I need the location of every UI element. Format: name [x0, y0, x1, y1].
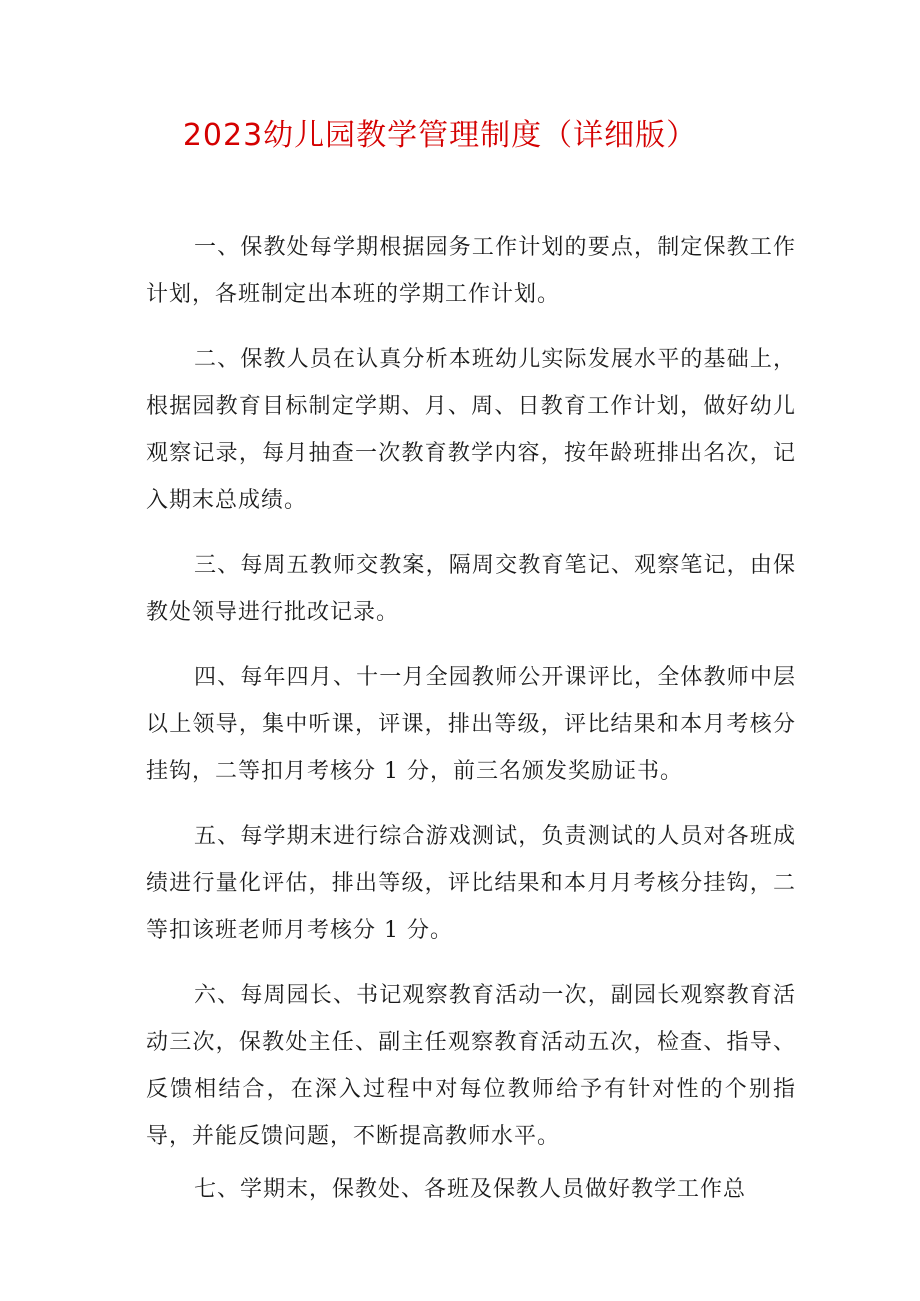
- paragraph-7: 七、学期末，保教处、各班及保教人员做好教学工作总: [194, 1177, 747, 1202]
- paragraph-4: 四、每年四月、十一月全园教师公开课评比，全体教师中层以上领导，集中听课，评课，排出等级，评比结果和本月考核分挂钩，二等扣月考核分 1 分，前三名颁发奖励证书。: [146, 665, 796, 784]
- document-title: 2023幼儿园教学管理制度（详细版）: [182, 118, 698, 153]
- paragraph-5: 五、每学期末进行综合游戏测试，负责测试的人员对各班成绩进行量化评估，排出等级，评比结果和本月月考核分挂钩，二等扣该班老师月考核分 1 分。: [146, 824, 796, 943]
- paragraph-3: 三、每周五教师交教案，隔周交教育笔记、观察笔记，由保教处领导进行批改记录。: [146, 553, 796, 625]
- document-body: [146, 224, 796, 1231]
- paragraph-2: 二、保教人员在认真分析本班幼儿实际发展水平的基础上，根据园教育目标制定学期、月、周、日教育工作计划，做好幼儿观察记录，每月抽查一次教育教学内容，按年龄班排出名次，记入期末总成绩。: [146, 347, 796, 513]
- paragraph-1: 一、保教处每学期根据园务工作计划的要点，制定保教工作计划，各班制定出本班的学期工作计划。: [146, 235, 796, 307]
- paragraph-6: 六、每周园长、书记观察教育活动一次，副园长观察教育活动三次，保教处主任、副主任观察教育活动五次，检查、指导、反馈相结合，在深入过程中对每位教师给予有针对性的个别指导，并能反馈问题，不断提高教师水平。: [146, 983, 796, 1149]
